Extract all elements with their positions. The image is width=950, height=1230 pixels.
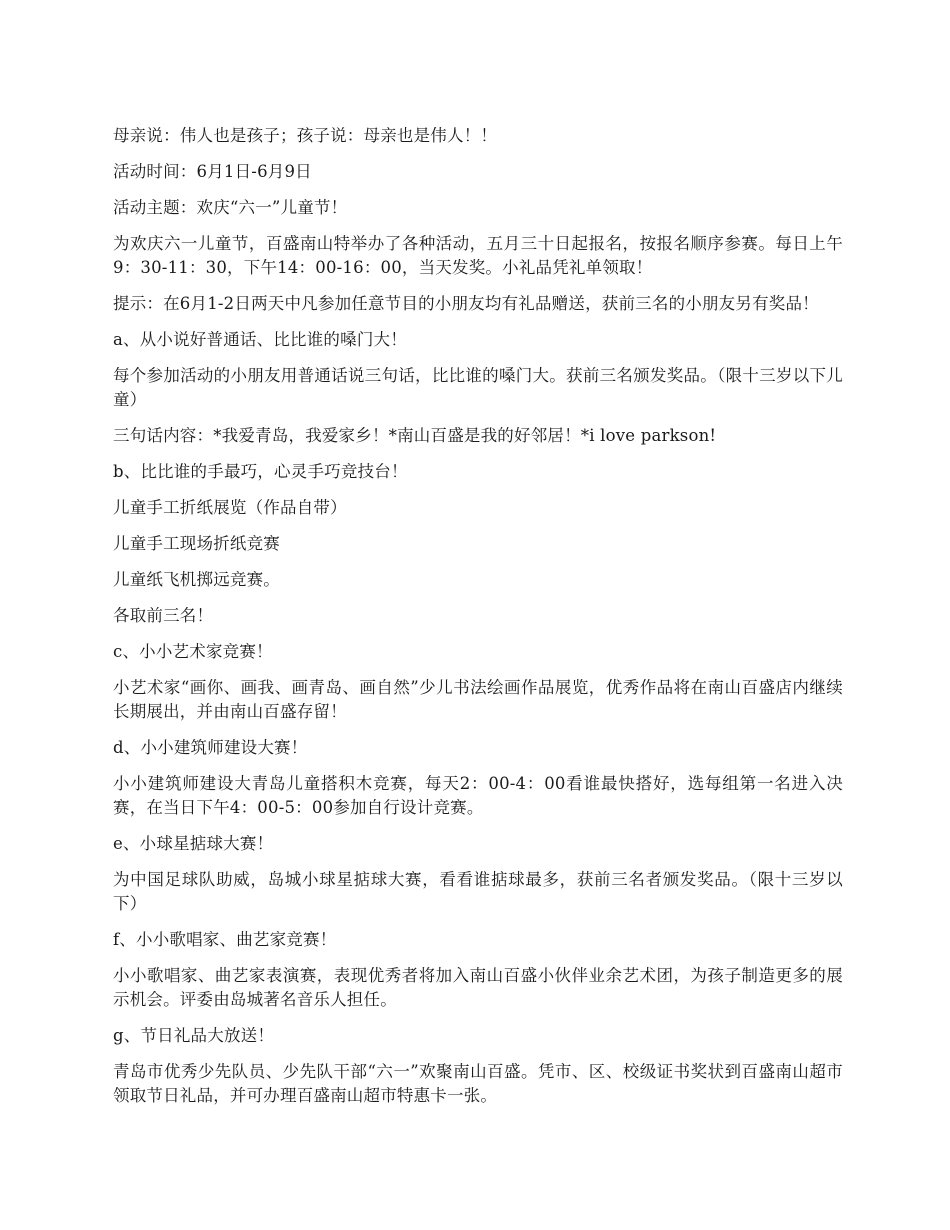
event-tip: 提示：在6月1-2日两天中凡参加任意节目的小朋友均有礼品赠送，获前三名的小朋友另有奖品！ — [113, 294, 819, 313]
section-f-description: 小小歌唱家、曲艺家表演赛，表现优秀者将加入南山百盛小伙伴业余艺术团，为孩子制造更多的展示机会。评委由岛城著名音乐人担任。 — [113, 966, 843, 1009]
document-body — [113, 124, 843, 1120]
section-e-heading: e、小球星掂球大赛！ — [113, 834, 274, 853]
motto-line: 母亲说：伟人也是孩子；孩子说：母亲也是伟人！！ — [113, 126, 498, 145]
section-b-ranking: 各取前三名！ — [113, 606, 214, 625]
section-a-heading: a、从小说好普通话、比比谁的嗓门大！ — [113, 330, 407, 349]
section-d-description: 小小建筑师建设大青岛儿童搭积木竞赛，每天2：00-4：00看谁最快搭好，选每组第一名进入决赛，在当日下午4：00-5：00参加自行设计竞赛。 — [113, 774, 843, 817]
event-time: 活动时间：6月1日-6月9日 — [113, 162, 312, 181]
section-d-heading: d、小小建筑师建设大赛！ — [113, 738, 308, 757]
section-e-description: 为中国足球队助威，岛城小球星掂球大赛，看看谁掂球最多，获前三名者颁发奖品。（限十三岁以下） — [113, 870, 843, 913]
section-a-description: 每个参加活动的小朋友用普通话说三句话，比比谁的嗓门大。获前三名颁发奖品。（限十三岁以下儿童） — [113, 366, 843, 409]
section-f-heading: f、小小歌唱家、曲艺家竞赛！ — [113, 930, 337, 949]
section-a-sentences: 三句话内容：*我爱青岛，我爱家乡！*南山百盛是我的好邻居！*i love parkson! — [113, 426, 717, 445]
section-g-description: 青岛市优秀少先队员、少先队干部“六一”欢聚南山百盛。凭市、区、校级证书奖状到百盛南山超市领取节日礼品，并可办理百盛南山超市特惠卡一张。 — [113, 1062, 843, 1105]
event-theme: 活动主题：欢庆“六一”儿童节！ — [113, 198, 348, 217]
section-c-description: 小艺术家“画你、画我、画青岛、画自然”少儿书法绘画作品展览，优秀作品将在南山百盛店内继续长期展出，并由南山百盛存留！ — [113, 678, 843, 721]
section-c-heading: c、小小艺术家竞赛！ — [113, 642, 273, 661]
section-b-item-exhibition: 儿童手工折纸展览（作品自带） — [113, 498, 347, 517]
section-b-item-plane: 儿童纸飞机掷远竞赛。 — [113, 570, 280, 589]
section-b-heading: b、比比谁的手最巧，心灵手巧竞技台！ — [113, 462, 408, 481]
section-b-item-folding: 儿童手工现场折纸竞赛 — [113, 534, 280, 553]
event-intro: 为欢庆六一儿童节，百盛南山特举办了各种活动，五月三十日起报名，按报名顺序参赛。每日上午9：30-11：30，下午14：00-16：00，当天发奖。小礼品凭礼单领取！ — [113, 234, 843, 277]
section-g-heading: g、节日礼品大放送！ — [113, 1026, 275, 1045]
